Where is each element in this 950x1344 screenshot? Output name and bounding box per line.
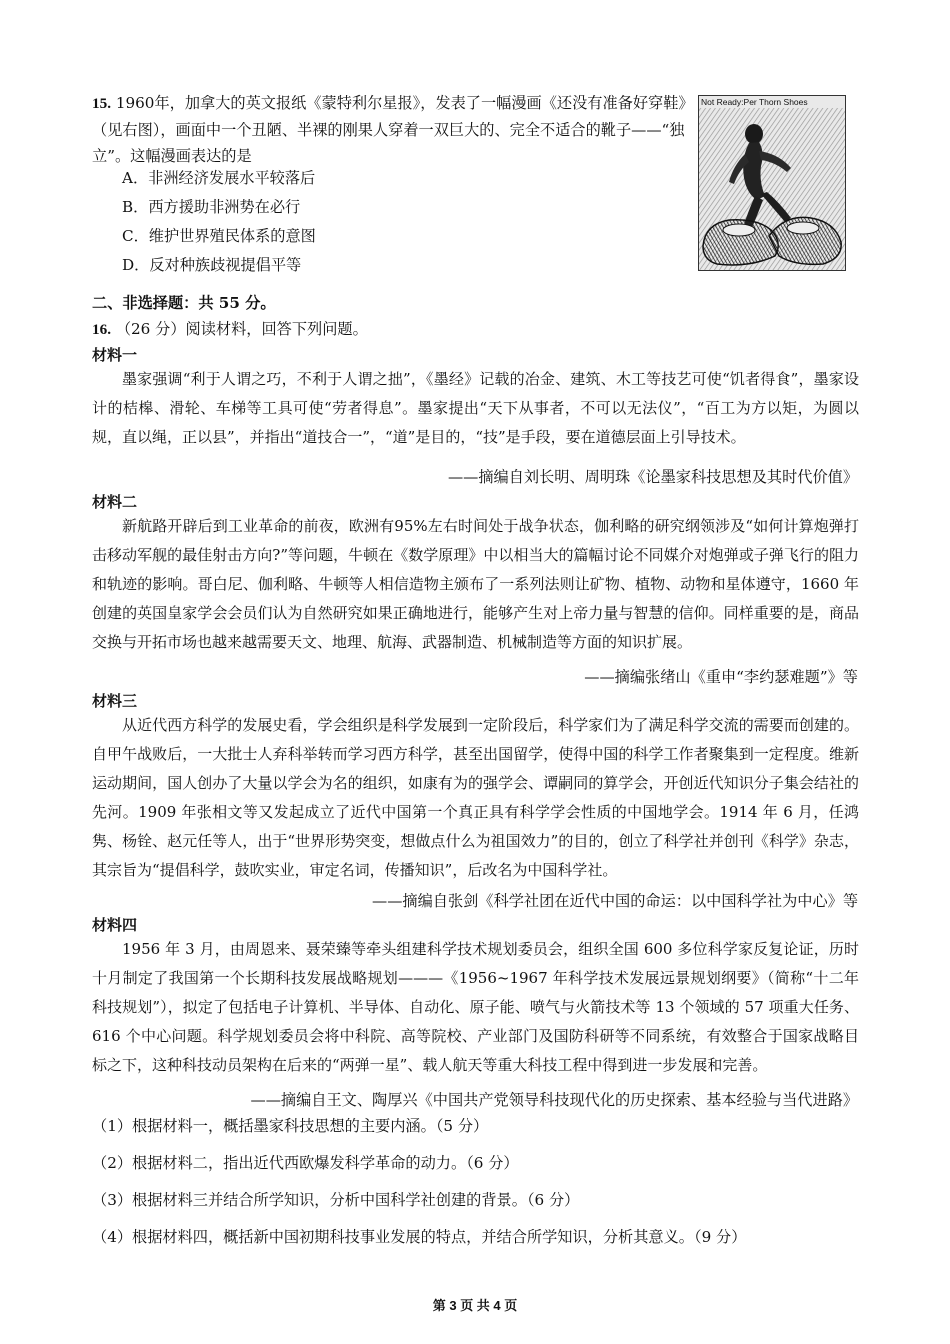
material-2-text: 新航路开辟后到工业革命的前夜，欧洲有95%左右时间处于战争状态，伽利略的研究纲领涉及“如何计算炮弹打击移动军舰的最佳射击方向?”等问题，牛顿在《数学原理》中以相当大的篇幅讨论不同媒介对炮弹或子弹飞行的阻力和轨迹的影响。哥白尼、伽利略、牛顿等人相信造物主颁布了一系列法则让矿物、植物、动物和星体遵守，1660 年创建的英国皇家学会会员们认为自然研究如果正确地进行，能够产生对上帝力量与智慧的信仰。同样重要的是，商品交换与开拓市场也越来越需要天文、地理、航海、武器制造、机械制造等方面的知识扩展。 xyxy=(92,517,859,651)
material-2-source: ——摘编张绪山《重申“李约瑟难题”》等 xyxy=(584,668,858,686)
question-15 xyxy=(92,90,692,169)
question-intro: （26 分）阅读材料，回答下列问题。 xyxy=(115,320,368,338)
sub-question-4: （4）根据材料四，概括新中国初期科技事业发展的特点，并结合所学知识，分析其意义。（9 分） xyxy=(92,1228,747,1246)
material-4-text: 1956 年 3 月，由周恩来、聂荣臻等牵头组建科学技术规划委员会，组织全国 600 多位科学家反复论证，历时十月制定了我国第一个长期科技发展战略规划———《1956~1967 年科学技术发展远景规划纲要》（简称“十二年科技规划”），拟定了包括电子计算机、半导体、自动化、原子能、喷气与火箭技术等 13 个领域的 57 项重大任务、616 个中心问题。科学规划委员会将中科院、高等院校、产业部门及国防科研等不同系统，有效整合于国家战略目标之下，这种科技动员架构在后来的“两弹一星”、载人航天等重大科技工程中得到进一步发展和完善。 xyxy=(92,940,859,1074)
material-3-source: ——摘编自张剑《科学社团在近代中国的命运：以中国科学社为中心》等 xyxy=(372,892,858,910)
cartoon-image xyxy=(698,95,846,271)
cartoon-illustration xyxy=(699,96,845,270)
question-stem: 1960年，加拿大的英文报纸《蒙特利尔星报》，发表了一幅漫画《还没有准备好穿鞋》（见右图），画面中一个丑陋、半裸的刚果人穿着一双巨大的、完全不适合的靴子——“独立”。这幅漫画表达的是 xyxy=(92,94,687,165)
material-2-title: 材料二 xyxy=(92,494,138,511)
sub-question-2: （2）根据材料二，指出近代西欧爆发科学革命的动力。（6 分） xyxy=(92,1154,519,1172)
material-3-text: 从近代西方科学的发展史看，学会组织是科学发展到一定阶段后，科学家们为了满足科学交流的需要而创建的。自甲午战败后，一大批士人弃科举转而学习西方科学，甚至出国留学，使得中国的科学工作者聚集到一定程度。维新运动期间，国人创办了大量以学会为名的组织，如康有为的强学会、谭嗣同的算学会，开创近代知识分子集会结社的先河。1909 年张相文等又发起成立了近代中国第一个真正具有科学学会性质的中国地学会。1914 年 6 月，任鸿隽、杨铨、赵元任等人，出于“世界形势突变，想做点什么为祖国效力”的目的，创立了科学社并创刊《科学》杂志，其宗旨为“提倡科学，鼓吹实业，审定名词，传播知识”，后改名为中国科学社。 xyxy=(92,716,859,879)
option-b: B．西方援助非洲势在必行 xyxy=(122,198,301,216)
option-a: A．非洲经济发展水平较落后 xyxy=(122,169,316,187)
option-c: C．维护世界殖民体系的意图 xyxy=(122,227,316,245)
sub-question-1: （1）根据材料一，概括墨家科技思想的主要内涵。（5 分） xyxy=(92,1117,489,1135)
cartoon-caption: Not Ready:Per Thorn Shoes xyxy=(701,97,808,107)
question-16 xyxy=(92,318,368,339)
page-footer: 第 3 页 共 4 页 xyxy=(432,1298,518,1313)
sub-question-3: （3）根据材料三并结合所学知识，分析中国科学社创建的背景。（6 分） xyxy=(92,1191,580,1209)
material-1-source: ——摘编自刘长明、周明珠《论墨家科技思想及其时代价值》 xyxy=(447,468,858,486)
material-1-title: 材料一 xyxy=(92,347,138,364)
section-heading: 二、非选择题：共 55 分。 xyxy=(92,294,276,312)
material-4-title: 材料四 xyxy=(92,917,138,934)
material-1-text: 墨家强调“利于人谓之巧，不利于人谓之拙”，《墨经》记载的冶金、建筑、木工等技艺可使“饥者得食”，墨家设计的桔槔、滑轮、车梯等工具可使“劳者得息”。墨家提出“天下从事者，不可以无法仪”，“百工为方以矩，为圆以规，直以绳，正以县”，并指出“道技合一”，“道”是目的，“技”是手段，要在道德层面上引导技术。 xyxy=(92,370,859,446)
material-3-title: 材料三 xyxy=(92,693,138,710)
option-d: D．反对种族歧视提倡平等 xyxy=(122,256,302,274)
material-4-source: ——摘编自王文、陶厚兴《中国共产党领导科技现代化的历史探索、基本经验与当代进路》 xyxy=(250,1091,858,1109)
option-list xyxy=(122,164,316,280)
question-number: 16. xyxy=(92,321,111,338)
question-number: 15. xyxy=(92,95,111,112)
